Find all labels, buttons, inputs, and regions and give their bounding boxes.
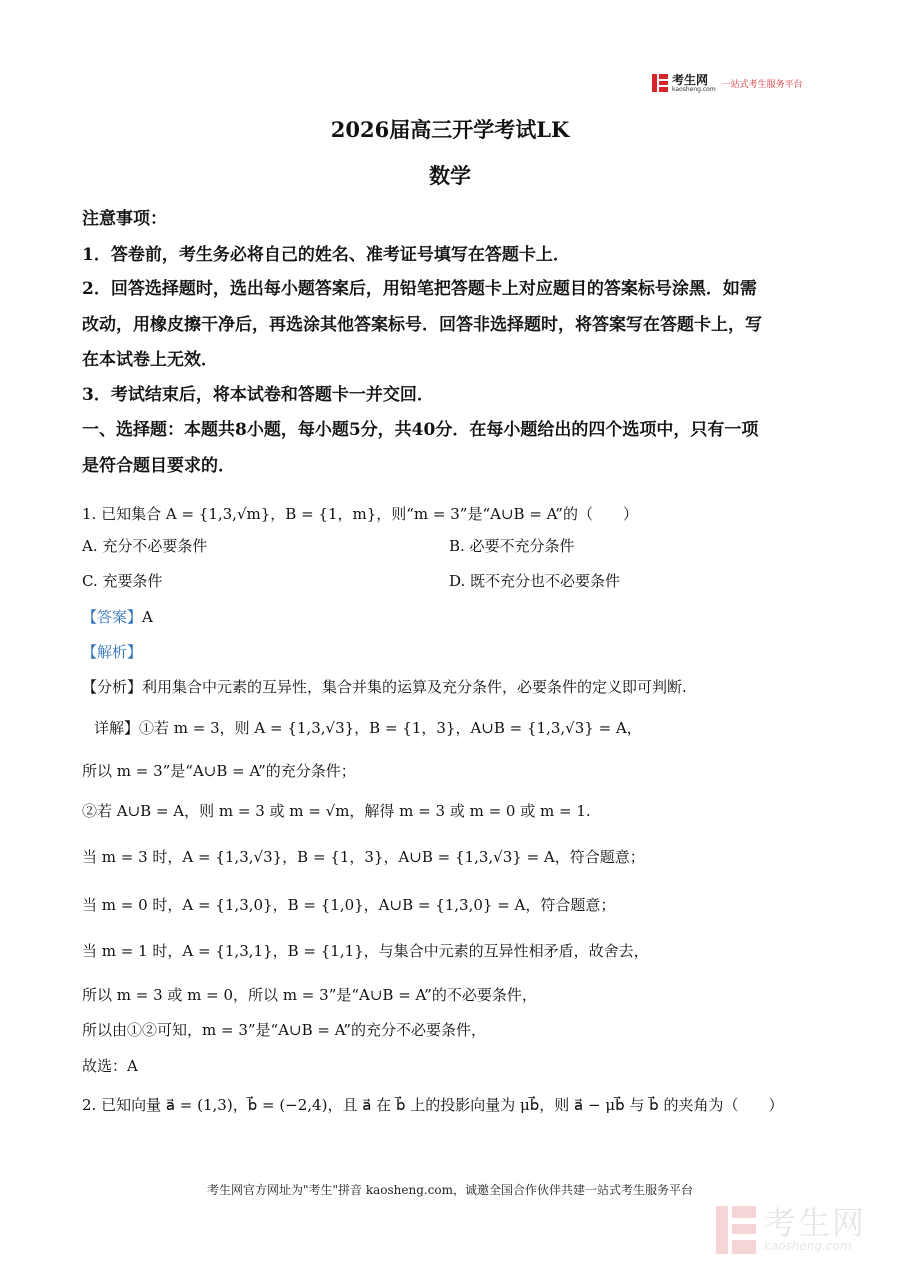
detail-line-1: 详解】①若 m = 3，则 A = {1,3,√3}，B = {1，3}，A∪B = {1,3,√3} = A， — [94, 719, 642, 737]
exam-title: 2026届高三开学考试LK — [330, 117, 570, 142]
exam-subject: 数学 — [429, 163, 471, 188]
detail-line-5: 当 m = 0 时，A = {1,3,0}，B = {1,0}，A∪B = {1,3,0} = A，符合题意； — [82, 896, 616, 914]
detail-line-2: 所以 m = 3”是“A∪B = A”的充分条件； — [82, 762, 356, 780]
watermark-domain: kaosheng.com — [764, 1239, 852, 1253]
question-1-conclusion: 故选：A — [82, 1057, 138, 1075]
detail-line-6: 当 m = 1 时，A = {1,3,1}，B = {1,1}，与集合中元素的互异性相矛盾，故舍去， — [82, 942, 649, 960]
section-heading-line-1: 一、选择题：本题共8小题，每小题5分，共40分．在每小题给出的四个选项中，只有一项 — [82, 420, 759, 440]
page-footer: 考生网官方网址为"考生"拼音 kaosheng.com，诚邀全国合作伙伴共建一站式考生服务平台 — [206, 1183, 694, 1197]
answer-tag: 【答案】 — [82, 608, 143, 626]
answer-row — [82, 606, 153, 627]
question-2-stem: 2. 已知向量 a⃗ = (1,3)，b⃗ = (−2,4)，且 a⃗ 在 b⃗ 上的投影向量为 μb⃗，则 a⃗ − μb⃗ 与 b⃗ 的夹角为（ ） — [82, 1096, 784, 1114]
detail-line-3: ②若 A∪B = A，则 m = 3 或 m = √m，解得 m = 3 或 m = 0 或 m = 1. — [82, 802, 591, 820]
watermark-logo-icon — [716, 1206, 756, 1254]
question-1-option-c: C. 充要条件 — [82, 572, 163, 590]
notice-item-3: 3．考试结束后，将本试卷和答题卡一并交回． — [82, 385, 434, 405]
section-heading-line-2: 是符合题目要求的． — [82, 456, 235, 476]
notice-item-2-line-1: 2．回答选择题时，选出每小题答案后，用铅笔把答题卡上对应题目的答案标号涂黑．如需 — [82, 279, 757, 299]
question-1-option-d: D. 既不充分也不必要条件 — [449, 572, 621, 590]
brand-logo — [652, 70, 803, 96]
notice-item-2-line-3: 在本试卷上无效． — [82, 350, 218, 370]
detail-line-8: 所以由①②可知，m = 3”是“A∪B = A”的充分不必要条件， — [82, 1021, 487, 1039]
logo-icon — [652, 74, 668, 92]
answer-value: A — [142, 608, 153, 626]
notice-heading: 注意事项： — [82, 209, 167, 229]
notice-item-1: 1．答卷前，考生务必将自己的姓名、准考证号填写在答题卡上． — [82, 245, 570, 265]
notice-item-2-line-2: 改动，用橡皮擦干净后，再选涂其他答案标号．回答非选择题时，将答案写在答题卡上，写 — [82, 315, 762, 335]
logo-slogan: 一站式考生服务平台 — [721, 79, 803, 90]
analysis-tag: 【解析】 — [82, 643, 143, 661]
detail-line-7: 所以 m = 3 或 m = 0，所以 m = 3”是“A∪B = A”的不必要条件， — [82, 986, 537, 1004]
question-1-option-a: A. 充分不必要条件 — [82, 537, 208, 555]
analysis-summary: 【分析】利用集合中元素的互异性，集合并集的运算及充分条件，必要条件的定义即可判断. — [82, 678, 687, 696]
logo-name: 考生网 — [672, 72, 709, 87]
question-1-stem: 1. 已知集合 A = {1,3,√m}，B = {1，m}，则“m = 3”是“A∪B = A”的（ ） — [82, 505, 638, 523]
question-1-option-b: B. 必要不充分条件 — [449, 537, 575, 555]
detail-line-4: 当 m = 3 时，A = {1,3,√3}，B = {1，3}，A∪B = {1,3,√3} = A，符合题意； — [82, 848, 645, 866]
watermark-name: 考生网 — [764, 1204, 867, 1242]
logo-domain: kaosheng.com — [672, 85, 716, 93]
watermark — [716, 1206, 866, 1254]
